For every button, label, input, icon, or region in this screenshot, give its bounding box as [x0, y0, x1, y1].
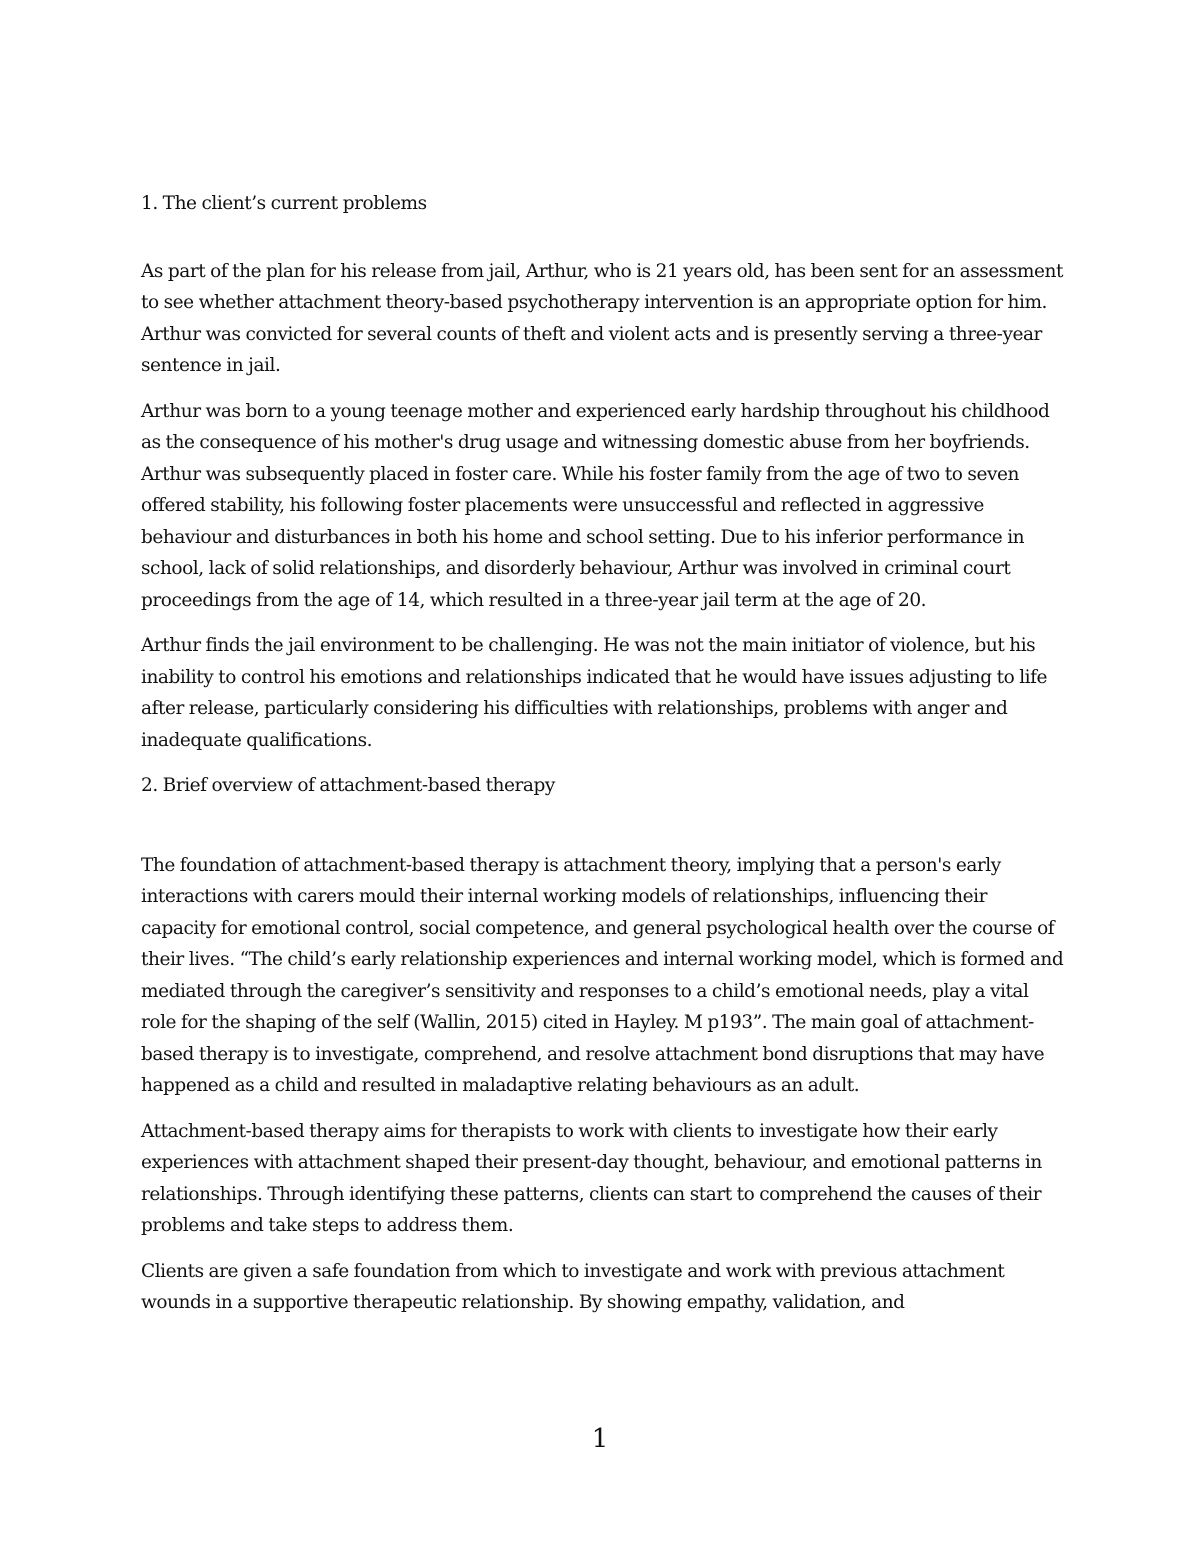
paragraph-safe-foundation: Clients are given a safe foundation from which to investigate and work with previous attachment wounds in a supportive therapeutic relationship. By showing empathy, validation, and	[141, 1260, 1005, 1313]
page-number: 1	[591, 1424, 609, 1454]
section-heading-client-problems: 1. The client’s current problems	[141, 193, 427, 214]
paragraph-attachment-foundation: The foundation of attachment-based therapy is attachment theory, implying that a person's early interactions with carers mould their internal working models of relationships, influencing their capacity for emotional control, social competence, and general psychological health over the course of their lives. “The child’s early relationship experiences and internal working model, which is formed and mediated through the caregiver’s sensitivity and responses to a child’s emotional needs, play a vital role for the shaping of the self (Wallin, 2015) cited in Hayley. M p193”. The main goal of attachment-based therapy is to investigate, comprehend, and resolve attachment bond disruptions that may have happened as a child and resulted in maladaptive relating behaviours as an adult.	[141, 854, 1064, 1096]
paragraph-jail-environment: Arthur finds the jail environment to be challenging. He was not the main initiator of violence, but his inability to control his emotions and relationships indicated that he would have issues adjusting to life after release, particularly considering his difficulties with relationships, problems with anger and inadequate qualifications.	[141, 635, 1048, 751]
paragraph-background: Arthur was born to a young teenage mother and experienced early hardship throughout his childhood as the consequence of his mother's drug usage and witnessing domestic abuse from her boyfriends. Arthur was subsequently placed in foster care. While his foster family from the age of two to seven offered stability, his following foster placements were unsuccessful and reflected in aggressive behaviour and disturbances in both his home and school setting. Due to his inferior performance in school, lack of solid relationships, and disorderly behaviour, Arthur was involved in criminal court proceedings from the age of 14, which resulted in a three-year jail term at the age of 20.	[141, 400, 1050, 611]
paragraph-therapy-aims: Attachment-based therapy aims for therapists to work with clients to investigate how their early experiences with attachment shaped their present-day thought, behaviour, and emotional patterns in relationships. Through identifying these patterns, clients can start to comprehend the causes of their problems and take steps to address them.	[141, 1120, 1042, 1236]
document-body	[141, 188, 1066, 1333]
paragraph-referral: As part of the plan for his release from jail, Arthur, who is 21 years old, has been sent for an assessment to see whether attachment theory-based psychotherapy intervention is an appropriate option for him. Arthur was convicted for several counts of theft and violent acts and is presently serving a three-year sentence in jail.	[141, 260, 1063, 376]
section-heading-therapy-overview: 2. Brief overview of attachment-based therapy	[141, 775, 555, 796]
